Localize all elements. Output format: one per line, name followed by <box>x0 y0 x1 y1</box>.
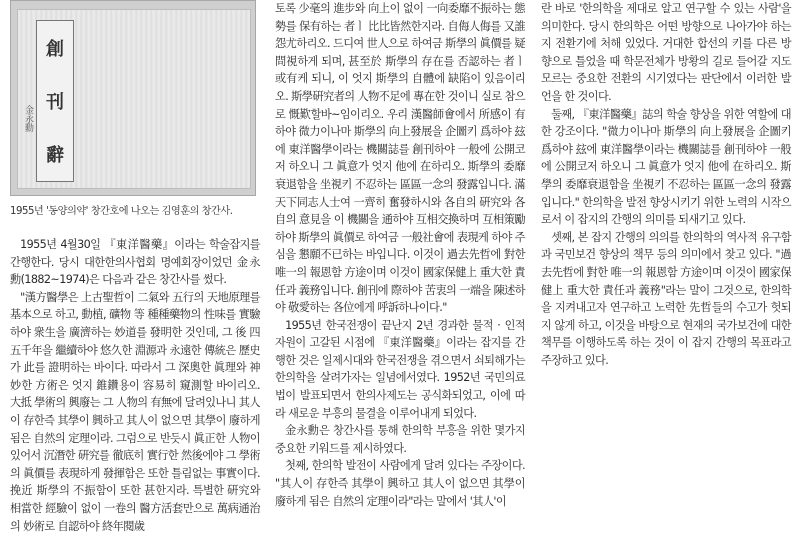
title-char: 辭 <box>46 145 64 167</box>
quote-paragraph: "漢方醫學은 上古聖哲이 二氣와 五行의 天地原理를 基本으로 하고, 動植, 礦物 等 種種藥物의 性味를 實驗하야 衆生을 廣濟하는 妙道를 發明한 것인데, 그 後 四五千年을 繼續하야 悠久한 淵源과 永遠한 傳統은 歷史가 此를 證明하는 바이다. 따라서 그 深奧한 眞理와 神妙한 方術은 엇지 錐鑽용이 容易히 窺測할 바이리오. 大抵 學術의 興廢는 그 人物의 有無에 달려있나니 其人이 存한즉 其學이 興하고 其人이 없으면 其學이 廢하게 됨은 自然의 定理이라. 그럼으로 반듯시 眞正한 人物이 있어서 沉潛한 硏究를 徹底히 實行한 然後에야 그 學術의 眞價를 表現하게 發揮함은 또한 틀림없는 事實이다. 挽近 斯學의 不振함이 또한 甚한지라. 특별한 硏究와 相當한 經驗이 없이 一卷의 醫方活套만으로 萬病通治의 妙術로 自認하야 終年閱歲 <box>10 290 260 533</box>
inaugural-title-box <box>36 20 74 182</box>
paragraph: 1955년 4월30일 『東洋醫藥』이라는 학술잡지를 간행한다. 당시 대한한의사협회 명예회장이었던 金永勳(1882~1974)은 다음과 같은 창간사를 썼다. <box>10 238 260 287</box>
column-2 <box>275 0 525 510</box>
photo-paper <box>17 9 251 189</box>
paragraph-continuation: 란 바로 '한의학을 제대로 알고 연구할 수 있는 사람'을 의미한다. 당시 한의학은 어떤 방향으로 나아가야 하는지 전환기에 처해 있었다. 거대한 합선의 키를 다른 방향으로 틀었을 때 학문전체가 방황의 길로 들어갈 지도 모르는 중요한 전환의 시기였다는 판단에서 이러한 발언을 한 것이다. <box>541 2 791 103</box>
quote-continuation: 토록 少毫의 進步와 向上이 없이 一向委靡不振하는 態勢를 保有하는 者ㅣ 比比皆然한지라. 自侮人侮를 又誰怨尤하리오. 드디여 世人으로 하여금 斯學의 眞價를 疑問視하게 되며, 甚至於 斯學의 存在를 否認하는 者ㅣ 或有케 되니, 이 엇지 斯學의 自體에 缺陷이 있음이리오. 斯學硏究者의 人物不足에 專在한 것이니 실로 참으로 慨歎할바~임이리오. 우리 漢醫師會에서 所感이 有하야 微力이나마 斯學의 向上發展을 企圖키 爲하야 玆에 東洋醫學이라는 機關誌를 創刊하야 一般에 公開코저 하오니 그 眞意가 엇지 他에 在하리오. 斯學의 委靡衰退함을 坐視키 不忍하는 區區一念의 發露입니다. 滿天下同志人士여 一齊히 奮發하시와 各自의 硏究와 各自의 意見을 이 機關을 通하야 互相交換하며 互相策勵하야 斯學의 眞價로 하여금 一般社會에 表現케 하야 주심을 懇願不已하는 바입니다. 이것이 過去先哲에 對한 唯一의 報恩함 方途이며 이것이 國家保健上 重大한 責任과 義務입니다. 創刊에 際하야 苦衷의 一端을 陳述하야 敬愛하는 各位에게 呼訴하나이다." <box>275 2 525 315</box>
column-3 <box>541 0 791 369</box>
paragraph: 1955년 한국전쟁이 끝난지 2년 경과한 물적 · 인적 자원이 고갈된 시점에 『東洋醫藥』이라는 잡지를 간행한 것은 일제시대와 한국전쟁을 겪으면서 쇠퇴해가는 한의학을 살려가자는 일념에서였다. 1952년 국민의료법이 발표되면서 한의사제도는 공식화되었고, 이에 따라 새로운 부흥의 물결을 이루어내게 되었다. <box>275 318 525 420</box>
photo-author: 金永勳 <box>23 105 33 132</box>
paragraph: 첫째, 한의학 발전이 사람에게 달려 있다는 주장이다. "其人이 存한즉 其學이 興하고 其人이 없으면 其學이 廢하게 됨은 自然의 定理이라"라는 말에서 '其人'이 <box>275 459 525 508</box>
photo-caption: 1955년 '동양의약' 창간호에 나오는 김영훈의 창간사. <box>10 206 233 217</box>
magazine-photo <box>10 0 256 196</box>
paragraph: 金永勳은 창간사를 통해 한의학 부흥을 위한 몇가지 중요한 키워드를 제시하였다. <box>275 424 525 455</box>
paragraph: 셋째, 본 잡지 간행의 의의를 한의학의 역사적 유구함과 국민보건 향상의 책무 등의 의미에서 찾고 있다. "過去先哲에 對한 唯一의 報恩함 方途이며 이것이 國家保健上 重大한 責任과 義務"라는 말이 그것으로, 한의학을 지켜내고자 연구하고 노력한 先哲들의 수고가 헛되지 않게 하고, 이것을 바탕으로 현재의 국가보건에 대한 책무를 이행하도록 하는 것이 이 잡지 간행의 목표라고 주장하고 있다. <box>541 230 791 367</box>
title-char: 創 <box>46 38 64 60</box>
title-char: 刊 <box>46 91 64 113</box>
paragraph: 둘째, 『東洋醫藥』誌의 학술 향상을 위한 역할에 대한 강조이다. "微力이나마 斯學의 向上發展을 企圖키 爲하야 玆에 東洋醫學이라는 機關誌를 創刊하야 一般에 公開코저 하오니 그 眞意가 엇지 他에 在하리오. 斯學의 委靡衰退함을 坐視키 不忍하는 區區一念의 發露입니다." 한의학을 발전 향상시키기 위한 노력의 시작으로서 이 잡지의 간행의 의미를 되새기고 있다. <box>541 107 791 227</box>
